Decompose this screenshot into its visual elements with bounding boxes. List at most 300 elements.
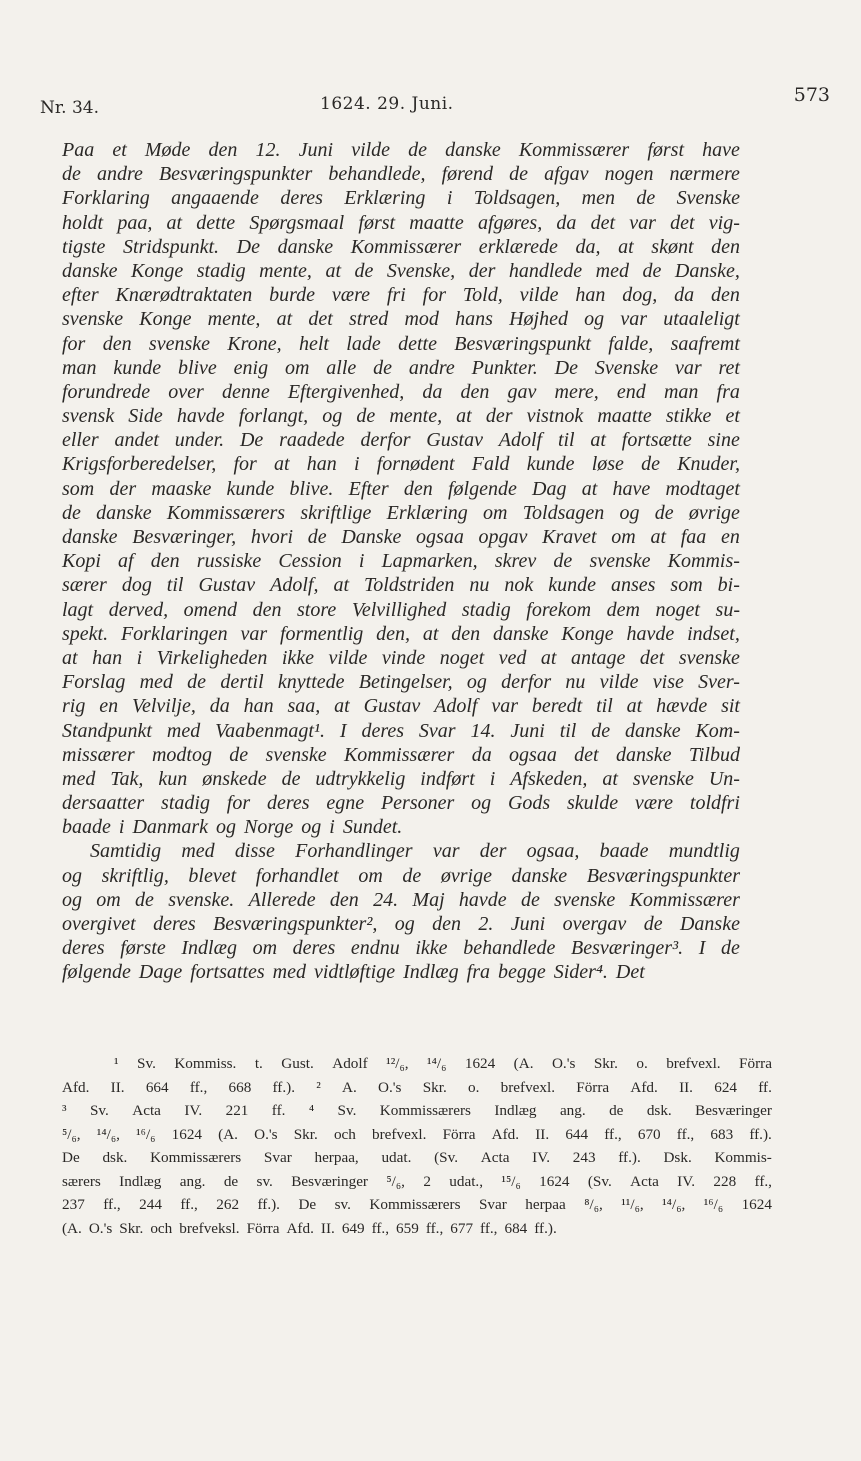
word: hævde [656, 695, 708, 718]
word: at [276, 308, 293, 331]
word: øvrige [688, 501, 740, 524]
word: helt [298, 332, 329, 355]
word: i [329, 816, 335, 839]
word: ogsaa [509, 743, 557, 766]
word: det [308, 308, 333, 331]
word: en [720, 526, 740, 548]
word: nu [469, 574, 490, 597]
word: ff. [271, 1102, 286, 1119]
word: ¹¹/₆, [621, 1196, 644, 1213]
word: modtog [151, 743, 212, 766]
word: Kommissærer [518, 139, 630, 161]
word: Svenske [676, 187, 740, 210]
word: den [711, 235, 740, 258]
word: sv. [334, 1196, 351, 1213]
footnote-line [62, 1170, 772, 1194]
word: Kommiss. [174, 1055, 237, 1072]
word: Paa [62, 139, 95, 161]
word: kunde [526, 453, 575, 476]
word: behandlede [463, 937, 556, 960]
word: dersaatter [62, 792, 145, 815]
word: da [422, 380, 443, 403]
word: Dsk. [663, 1149, 692, 1166]
word: danske [625, 719, 681, 742]
word: Acta [132, 1102, 161, 1119]
word: brefvexl. [372, 1125, 427, 1143]
word: missærer [62, 743, 135, 766]
word: nok [504, 574, 534, 597]
word: Afd. [630, 1078, 658, 1096]
word: skønt [651, 235, 694, 258]
word: deres [153, 913, 196, 935]
word: svenske [265, 743, 327, 766]
word: da [556, 211, 577, 234]
word: forundrede [62, 380, 151, 403]
word: (A. [513, 1055, 534, 1072]
main-text [62, 138, 740, 985]
word: 683 [710, 1125, 734, 1143]
word: ⁸/₆, [584, 1196, 603, 1213]
text-line [62, 646, 740, 670]
word: Cession [278, 550, 342, 573]
word: den [208, 139, 238, 161]
text-line [62, 259, 740, 283]
word: at [650, 526, 666, 548]
word: deres [280, 187, 323, 210]
word: 649 [341, 1219, 365, 1237]
word: det [590, 211, 616, 234]
word: anses [610, 574, 656, 597]
word: for [422, 284, 447, 307]
text-line [62, 622, 740, 646]
word: Acta [630, 1172, 659, 1190]
word: var [674, 356, 702, 379]
word: den [710, 284, 740, 307]
word: 24. [373, 888, 399, 911]
word: Svar [418, 719, 456, 742]
word: stadig [161, 792, 210, 815]
text-line [62, 815, 740, 839]
word: erklærede [478, 235, 558, 258]
word: Afd. [62, 1078, 90, 1096]
word: Skr. [593, 1055, 618, 1072]
word: 668 [228, 1078, 252, 1096]
word: Sundet. [342, 816, 403, 839]
word: Besværinger, [132, 526, 237, 548]
word: og [584, 308, 605, 331]
word: Sv. [89, 1102, 109, 1119]
word: ff., [103, 1196, 121, 1213]
word: og [322, 405, 343, 428]
word: denne [221, 380, 270, 403]
word: skriftlige [300, 501, 372, 524]
word: der [109, 477, 137, 500]
word: sine [707, 429, 740, 452]
word: Besværingspunkter [158, 163, 313, 186]
word: Indlæg [403, 961, 459, 984]
word: 677 [450, 1219, 474, 1237]
word: russiske [196, 550, 262, 573]
word: da [471, 743, 492, 766]
word: Efter [348, 477, 389, 500]
word: Toldsagen [522, 501, 605, 524]
word: danske [511, 864, 568, 887]
word: spekt. [62, 622, 109, 645]
word: dertil [220, 671, 264, 694]
word: Side [128, 405, 163, 428]
word: Sver- [698, 671, 740, 694]
word: stikke [665, 405, 712, 428]
word: ⁴ [308, 1102, 315, 1119]
word: skrev [494, 550, 537, 573]
word: dog [121, 574, 152, 597]
word: forekom [526, 598, 592, 621]
word: der [485, 405, 513, 428]
word: beredt [531, 695, 583, 718]
word: knyttede [277, 671, 345, 694]
word: 1624 [741, 1196, 772, 1213]
word: Skr. [119, 1219, 144, 1237]
text-line [62, 791, 740, 815]
word: paa, [117, 211, 153, 234]
word: først [358, 211, 396, 234]
word: ¹⁴/₆ [427, 1055, 447, 1072]
word: su- [715, 598, 740, 621]
word: Kopi [62, 550, 101, 573]
word: herpaa, [314, 1149, 359, 1166]
word: deres [292, 937, 336, 960]
word: falde, [608, 332, 654, 355]
word: Punkter. [471, 356, 538, 379]
word: og [471, 792, 492, 815]
word: 244 [139, 1196, 162, 1213]
word: lagt [62, 598, 94, 621]
word: modtaget [665, 477, 740, 500]
word: for [62, 332, 86, 355]
word: Danske, [674, 259, 740, 282]
word: stadig [461, 598, 511, 621]
word: ønskede [202, 767, 267, 790]
text-line [62, 380, 740, 404]
word: Adolf [498, 429, 543, 452]
text-line [62, 912, 740, 936]
word: rig [62, 695, 86, 718]
word: ff.). [534, 1219, 557, 1237]
word: ¹²/₆, [386, 1055, 409, 1072]
word: 1624 [171, 1125, 202, 1143]
word: ¹⁴/₆, [662, 1196, 686, 1213]
word: efter [62, 284, 99, 307]
word: Allerede [248, 888, 316, 911]
word: han [92, 646, 123, 669]
word: Afd. [491, 1125, 520, 1143]
word: deres [361, 719, 405, 742]
word: udat., [449, 1172, 484, 1190]
word: Dage [138, 961, 183, 984]
word: skriftlig, [101, 864, 169, 887]
word: Konge [131, 259, 184, 282]
word: 221 [225, 1102, 249, 1119]
word: hans [455, 308, 493, 331]
word: som [670, 574, 703, 597]
word: maatte [597, 405, 652, 428]
word: mente, [389, 405, 443, 428]
word: mente, [259, 259, 312, 282]
word: de [223, 1172, 239, 1190]
word: var [491, 695, 519, 718]
word: dem [606, 598, 640, 621]
word: opgav [478, 526, 528, 548]
word: lade [346, 332, 381, 355]
word: Erklæring [344, 187, 426, 210]
word: danske [615, 743, 672, 766]
word: Velvillighed [351, 598, 447, 621]
word: med [272, 961, 306, 984]
word: ff., [425, 1219, 444, 1237]
word: Maj [412, 888, 445, 911]
word: fortsætte [621, 429, 692, 452]
word: Indlæg [119, 1172, 162, 1190]
word: Acta [480, 1149, 510, 1166]
word: særers [62, 1172, 101, 1190]
word: udat. [381, 1149, 412, 1166]
word: de [373, 356, 393, 379]
word: ¹⁶/₆ [136, 1125, 156, 1143]
word: ikke [281, 646, 315, 669]
word: 624 [714, 1078, 737, 1096]
word: i [446, 187, 453, 210]
word: Adolf [434, 695, 478, 718]
word: Norge [244, 816, 294, 839]
word: overgav [562, 913, 627, 935]
word: afgav [544, 163, 589, 186]
word: end [616, 380, 646, 403]
word: over [168, 380, 204, 403]
word: mundtlig [668, 840, 740, 863]
word: fra [466, 961, 490, 984]
word: at [422, 622, 439, 645]
word: de [135, 888, 154, 911]
word: ved [498, 646, 527, 669]
word: (A. [62, 1219, 82, 1237]
word: da [674, 284, 695, 307]
text-line [62, 960, 740, 984]
word: at [602, 767, 618, 790]
word: den [329, 888, 359, 911]
text-line [62, 694, 740, 718]
word: Personer [380, 792, 455, 815]
word: IV. [532, 1149, 551, 1166]
word: Gods [507, 792, 551, 815]
word: o. [468, 1078, 480, 1096]
word: stred [349, 308, 389, 331]
header-date: 1624. 29. Juni. [320, 94, 454, 114]
word: den [451, 622, 481, 645]
word: ff., [604, 1125, 622, 1143]
text-line [62, 719, 740, 743]
footnote-line [62, 1146, 772, 1170]
word: vistnok [526, 405, 584, 428]
word: noget [655, 598, 700, 621]
text-line [62, 186, 740, 210]
word: Kommis- [667, 550, 740, 573]
word: havde [626, 622, 675, 645]
word: brefvexl. [500, 1078, 556, 1096]
word: overgivet [62, 913, 136, 935]
word: Förra [442, 1125, 476, 1143]
word: 12. [255, 139, 281, 161]
word: og [62, 864, 82, 887]
word: Forslag [62, 671, 126, 694]
word: de [591, 719, 611, 742]
word: være [331, 284, 371, 307]
word: danske [277, 235, 334, 258]
word: men [581, 187, 615, 210]
word: afgøres, [477, 211, 543, 234]
word: Det [615, 961, 645, 984]
word: derved, [108, 598, 169, 621]
word: indset, [687, 622, 740, 645]
text-line [62, 404, 740, 428]
word: vinde [381, 646, 426, 669]
word: og [619, 501, 640, 524]
word: Adolf, [270, 574, 319, 597]
word: Gustav [426, 429, 483, 452]
word: Besværingspunkt [454, 332, 591, 355]
word: (A. [218, 1125, 238, 1143]
word: i [118, 816, 125, 839]
word: de [307, 526, 327, 548]
word: Afskeden, [510, 767, 588, 790]
word: først [647, 139, 685, 161]
word: de [62, 501, 81, 524]
word: Krigsforberedelser, [62, 453, 217, 476]
word: svenske. [168, 888, 235, 911]
word: ff., [180, 1196, 198, 1213]
word: den, [376, 622, 411, 645]
word: Gust. [281, 1055, 314, 1072]
word: 1624 [539, 1172, 570, 1190]
word: Tak, [110, 767, 144, 790]
text-line [62, 162, 740, 186]
word: Indlæg [181, 937, 237, 960]
word: den [432, 913, 462, 935]
word: o. [636, 1055, 648, 1072]
word: og [62, 888, 82, 911]
word: blive [177, 356, 217, 379]
word: om [96, 888, 121, 911]
word: ogsaa, [526, 840, 580, 863]
word: IV. [677, 1172, 696, 1190]
word: for [233, 453, 257, 476]
word: kunde [113, 356, 162, 379]
word: Juni [510, 913, 546, 935]
word: I [698, 937, 706, 960]
text-line [62, 936, 740, 960]
word: han [575, 284, 606, 307]
word: dog, [622, 284, 658, 307]
word: Adolf [332, 1055, 368, 1072]
word: De [554, 356, 578, 379]
word: de [187, 671, 207, 694]
word: Krone, [227, 332, 282, 355]
word: Stridspunkt. [122, 235, 220, 258]
word: vise [652, 671, 684, 694]
footnote-line [62, 1052, 772, 1076]
word: danske [62, 259, 118, 282]
document-number: Nr. 34. [40, 98, 99, 118]
word: ang. [179, 1172, 206, 1190]
word: 237 [62, 1196, 85, 1213]
word: svenske [589, 550, 651, 573]
word: til [166, 574, 184, 597]
footnote-line [62, 1076, 772, 1100]
text-line [62, 283, 740, 307]
word: 670 [637, 1125, 661, 1143]
word: 659 [396, 1219, 419, 1237]
word: den [460, 380, 490, 403]
word: Velvilje, [131, 695, 196, 718]
word: behandlede, [328, 163, 426, 186]
word: de [642, 259, 662, 282]
word: 2 [423, 1172, 431, 1190]
word: egne [326, 792, 365, 815]
word: gav [507, 380, 537, 403]
word: tigste [62, 235, 106, 258]
footnote-line [62, 1123, 772, 1147]
word: Gustav [198, 574, 256, 597]
text-line [62, 525, 740, 549]
word: saa, [287, 695, 321, 718]
word: de [62, 163, 81, 186]
word: de [356, 405, 376, 428]
word: mente, [207, 308, 261, 331]
word: følgende [447, 477, 517, 500]
word: svenske [148, 332, 210, 355]
word: endnu [350, 937, 400, 960]
word: Kommissærers [150, 1149, 242, 1166]
word: i [358, 550, 365, 573]
word: handlede [508, 259, 583, 282]
word: Tilbud [688, 743, 740, 766]
word: med [166, 719, 201, 742]
word: och [333, 1125, 356, 1143]
text-line [62, 452, 740, 476]
word: løse [591, 453, 624, 476]
word: ff.). [257, 1196, 280, 1213]
word: at [626, 695, 643, 718]
word: holdt [62, 211, 104, 234]
word: faa [680, 526, 707, 548]
word: om [611, 526, 636, 548]
word: store [297, 598, 337, 621]
word: havde [458, 888, 507, 911]
word: at [618, 235, 634, 258]
word: 243 [572, 1149, 596, 1166]
word: Kommissærer [350, 235, 462, 258]
word: deres [266, 792, 310, 815]
word: Kommissærer [629, 888, 740, 911]
text-line [62, 235, 740, 259]
footnotes [62, 1052, 772, 1240]
word: ff., [371, 1219, 390, 1237]
word: han [243, 695, 274, 718]
text-line [62, 864, 740, 888]
word: andet [114, 429, 159, 452]
word: Erklæring [386, 501, 468, 524]
word: de [354, 259, 374, 282]
word: at [456, 405, 472, 428]
